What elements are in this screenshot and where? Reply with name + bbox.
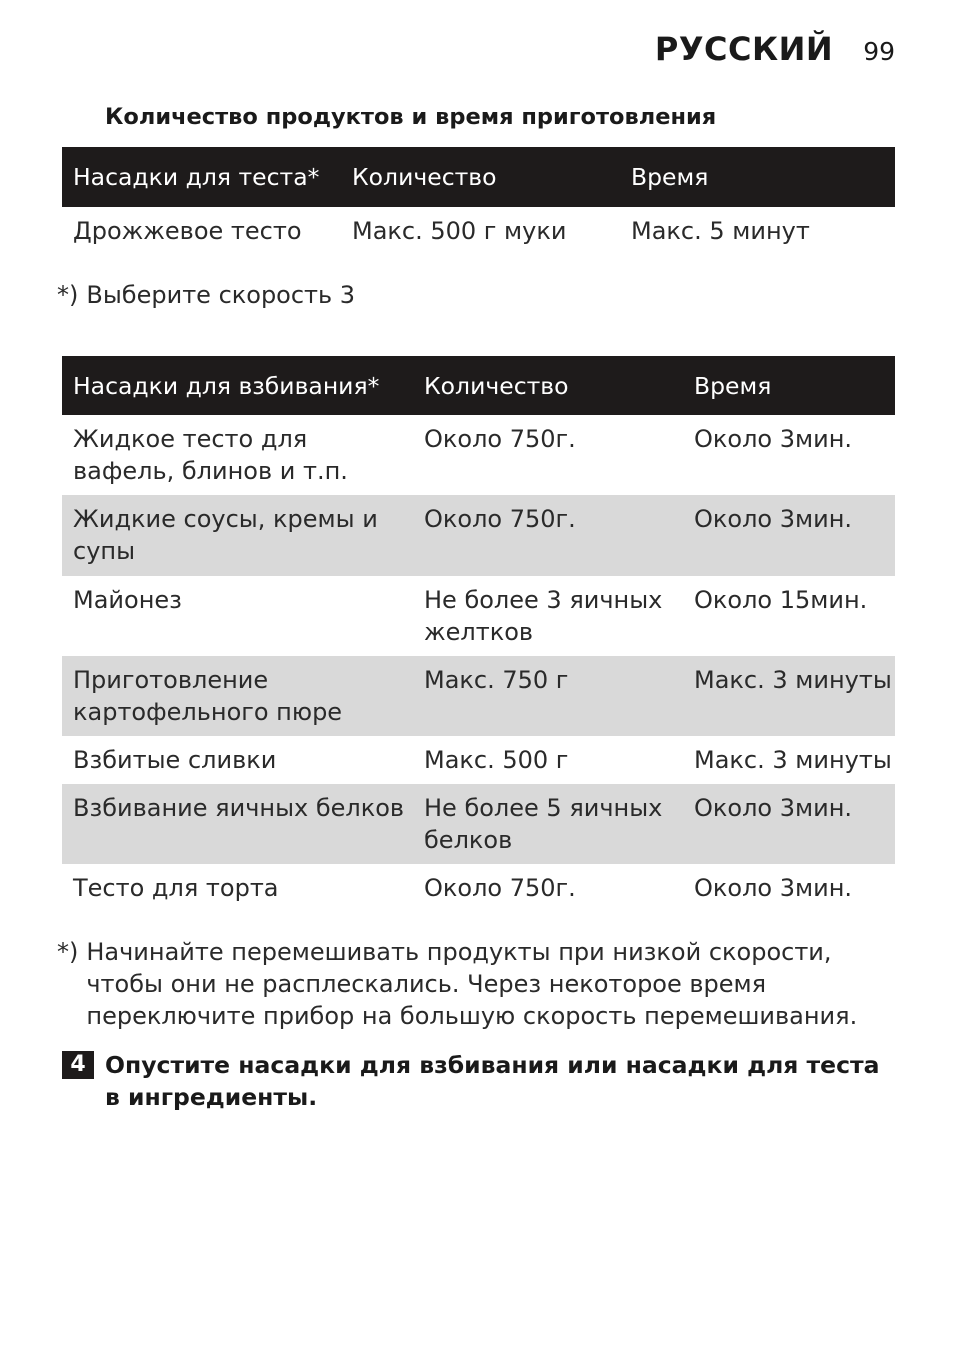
footnote-mixing [57, 936, 887, 1032]
table-row [62, 736, 895, 784]
step-text: Опустите насадки для взбивания или насадки для теста в ингредиенты. [105, 1051, 880, 1111]
instruction-step [62, 1049, 892, 1113]
table-cell: Около 3мин. [683, 784, 895, 864]
footnote-text: Начинайте перемешивать продукты при низкой скорости, чтобы они не расплескались. Через некоторое время переключите прибор на большую скорость перемешивания. [86, 938, 858, 1030]
page-header [655, 30, 895, 68]
column-header: Насадки для теста* [62, 147, 341, 207]
language-label: РУССКИЙ [654, 30, 834, 68]
footnote-mark: *) [57, 281, 79, 309]
table-cell: Взбивание яичных белков [62, 784, 413, 864]
column-header: Количество [413, 356, 683, 415]
footnote-mark: *) [57, 938, 79, 966]
table-cell: Около 3мин. [694, 874, 853, 902]
table-cell: Приготовление картофельного пюре [62, 656, 413, 736]
column-header: Время [683, 356, 895, 415]
table-cell: Макс. 3 минуты [683, 656, 895, 736]
column-header: Количество [341, 147, 620, 207]
section-title: Количество продуктов и время приготовления [105, 104, 717, 130]
table-row [62, 576, 895, 656]
column-header: Насадки для взбивания* [62, 356, 413, 415]
table-cell: Не более 5 яичных белков [413, 784, 683, 864]
table-cell: Около 3мин. [683, 495, 895, 576]
table-cell: Макс. 500 г [424, 746, 569, 774]
table-cell: Жидкое тесто для вафель, блинов и т.п. [73, 425, 348, 485]
step-number: 4 [62, 1051, 94, 1079]
table-cell: Около 750г. [424, 874, 576, 902]
table-cell: Макс. 750 г [413, 656, 683, 736]
table-cell: Тесто для торта [73, 874, 279, 902]
table-row [62, 784, 895, 864]
whisk-attachments-table [62, 356, 895, 912]
table-row [62, 495, 895, 576]
table-cell: Жидкие соусы, кремы и супы [62, 495, 413, 576]
table-row [62, 864, 895, 912]
table-cell: Около 750г. [424, 425, 576, 453]
table-cell: Взбитые сливки [73, 746, 277, 774]
table-cell: Около 3мин. [694, 425, 853, 453]
table-row [62, 415, 895, 495]
table-cell: Дрожжевое тесто [73, 217, 302, 245]
table-row [62, 207, 895, 265]
table-cell: Майонез [73, 586, 182, 614]
footnote-text: Выберите скорость 3 [86, 281, 356, 309]
table-row [62, 656, 895, 736]
column-header: Время [620, 147, 895, 207]
page-number: 99 [863, 37, 895, 66]
table-cell: Не более 3 яичных желтков [424, 586, 663, 646]
footnote-speed [57, 279, 355, 311]
table-header-row [62, 147, 895, 207]
table-cell: Макс. 500 г муки [352, 217, 567, 245]
table-cell: Около 15мин. [694, 586, 868, 614]
table-cell: Макс. 3 минуты [694, 746, 892, 774]
table-cell: Макс. 5 минут [631, 217, 810, 245]
table-header-row [62, 356, 895, 415]
dough-attachments-table [62, 147, 895, 265]
table-cell: Около 750г. [413, 495, 683, 576]
